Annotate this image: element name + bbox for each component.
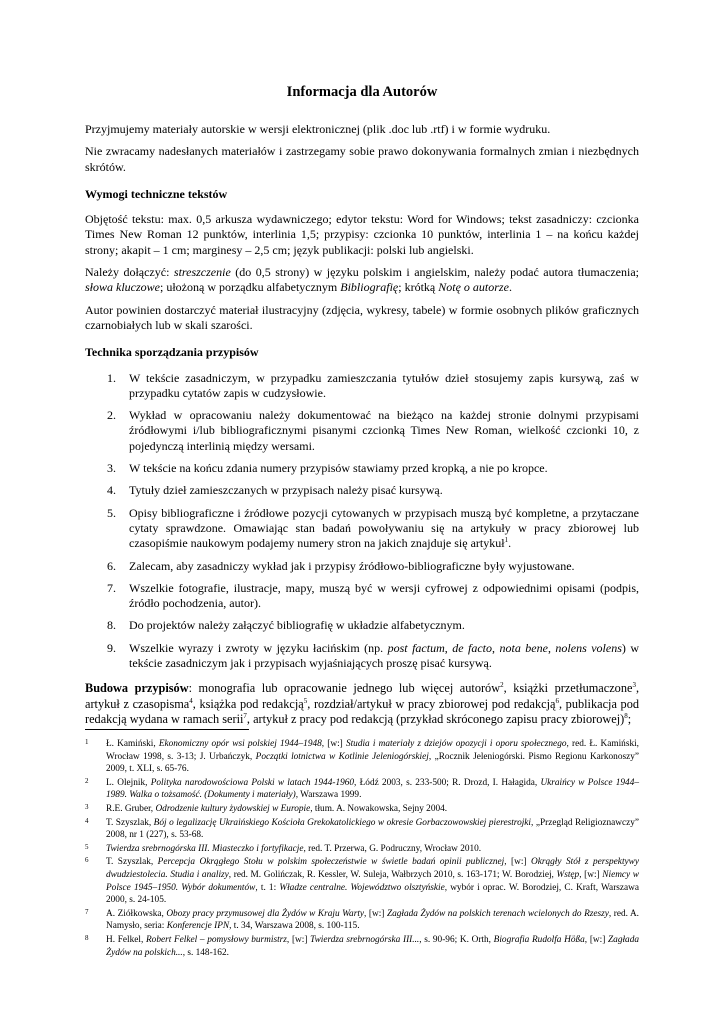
list-item: 8. Do projektów należy załączyć bibliografię w układzie alfabetycznym. [107, 618, 465, 633]
footnote: 6 T. Szyszlak, Percepcja Okrągłego Stołu w polskim społeczeństwie w świetle badań opinii publicznej, [w:] Okrągły Stół z perspektywy dwudziestolecia. Studia i analizy, red. M. Golińczak, R. Kessler, W. Suleja, Wałbrzych 2010, s. 163-171; W. Borodziej, Wstęp, [w:] Niemcy w Polsce 1945–1950. Wybór dokumentów, t. 1: Władze centralne. Województwo olsztyńskie, wybór i oprac. W. Borodziej, C. Kraft, Warszawa 2000, s. 24-105. [85, 856, 639, 906]
list-item: 5. Opisy bibliograficzne i źródłowe pozycji cytowanych w przypisach muszą być kompletne, a przytaczane cytaty sprawdzone. Omawiając stan badań powoływaniu się na artykuły w pracy zbiorowej lub czasopiśmie naukowym podajemy numery stron na jakich znajduje się artykuł$^1$. [107, 505, 639, 551]
footnote: 2 L. Olejnik, Polityka narodowościowa Polski w latach 1944-1960, Łódź 2003, s. 233-500; R. Drozd, I. Hałagida, Ukraińcy w Polsce 1944–1989. Walka o tożsamość. (Dokumenty i materiały), Warszawa 1999. [85, 776, 639, 801]
tech-paragraph-2: Należy dołączyć: streszczenie (do 0,5 strony) w języku polskim i angielskim, należy podać autora tłumaczenia; słowa kluczowe; ułożoną w porządku alfabetycznym Bibliografię; krótką Notę o autorze. [85, 265, 640, 295]
footnote: 5 Twierdza srebrnogórska III. Miasteczko i fortyfikacje, red. T. Przerwa, G. Podruczny, Wrocław 2010. [85, 842, 482, 854]
footnote: 3 R.E. Gruber, Odrodzenie kultury żydowskiej w Europie, tłum. A. Nowakowska, Sejny 2004. [85, 802, 448, 814]
main-text [85, 122, 639, 735]
tech-paragraph-3: Autor powinien dostarczyć materiał ilustracyjny (zdjęcia, wykresy, tabele) w formie osobnych plików graficznych czarnobiałych lub w skali szarości. [85, 302, 639, 332]
list-item: 6. Zalecam, aby zasadniczy wykład jak i przypisy źródłowo-bibliograficzne były wyjustowane. [107, 558, 575, 573]
list-item: 2. Wykład w opracowaniu należy dokumentować na bieżąco na każdej stronie dolnymi przypisami źródłowymi i/lub bibliograficznymi pisanymi czcionką Times New Roman, wielkość czcionki 10, z pojedynczą interlinią między wersami. [107, 408, 639, 453]
footnote: 8 H. Felkel, Robert Felkel – pomysłowy burmistrz, [w:] Twierdza srebrnogórska III..., s. 90-96; K. Orth, Biografia Rudolfa Hößa, [w:] Zagłada Żydów na polskich..., s. 148-162. [85, 933, 639, 958]
footnotes [85, 738, 639, 960]
intro-paragraph-2: Nie zwracamy nadesłanych materiałów i zastrzegamy sobie prawo dokonywania formalnych zmian i niezbędnych skrótów. [85, 144, 639, 174]
tech-heading: Wymogi techniczne tekstów [85, 186, 228, 201]
list-item: 3. W tekście na końcu zdania numery przypisów stawiamy przed kropką, a nie po kropce. [107, 461, 548, 476]
list-item: 9. Wszelkie wyrazy i zwroty w języku łacińskim (np. post factum, de facto, nota bene, nolens volens) w tekście zasadniczym jak i przypisach wyjaśniających proszę pisać kursywą. [107, 640, 639, 671]
footnote-structure-paragraph: Budowa przypisów: monografia lub opracowanie jednego lub więcej autorów$^2$, książki przetłumaczone$^3$, artykuł z czasopisma$^4$, książka pod redakcją$^5$, rozdział/artykuł w pracy zbiorowej pod redakcją$^6$, publikacja pod redakcją wydana w ramach serii$^7$, artykuł z pracy pod redakcją (przykład skróconego zapisu pracy zbiorowej)$^8$; [85, 681, 640, 727]
footnote: 4 T. Szyszlak, Bój o legalizację Ukraińskiego Kościoła Grekokatolickiego w okresie Gorbaczowowskiej pierestrojki, „Przegląd Religioznawczy” 2008, nr 1 (227), s. 53-68. [85, 816, 639, 841]
list-item: 1. W tekście zasadniczym, w przypadku zamieszczania tytułów dzieł stosujemy zapis kursywą, zaś w przypadku cytatów zapis w cudzysłowie. [107, 370, 639, 400]
list-item: 4. Tytuły dzieł zamieszczanych w przypisach należy pisać kursywą. [107, 483, 443, 498]
footnote: 7 A. Ziółkowska, Obozy pracy przymusowej dla Żydów w Kraju Warty, [w:] Zagłada Żydów na polskich terenach wcielonych do Rzeszy, red. A. Namysło, seria: Konferencje IPN, t. 34, Warszawa 2008, s. 100-115. [85, 907, 639, 932]
footnote: 1 Ł. Kamiński, Ekonomiczny opór wsi polskiej 1944–1948, [w:] Studia i materiały z dziejów opozycji i oporu społecznego, red. Ł. Kamiński, Wrocław 1998, s. 3-13; J. Urbańczyk, Początki lotnictwa w Kotlinie Jeleniogórskiej, „Rocznik Jeleniogórski. Pismo Regionu Karkonoszy” 2009, t. XLI, s. 65-76. [85, 738, 639, 775]
page-title: Informacja dla Autorów [286, 84, 438, 100]
rules-list [85, 371, 639, 672]
footnotes-heading: Technika sporządzania przypisów [85, 345, 259, 360]
intro-paragraph-1: Przyjmujemy materiały autorskie w wersji elektronicznej (plik .doc lub .rtf) i w formie wydruku. [85, 122, 551, 136]
list-item: 7. Wszelkie fotografie, ilustracje, mapy, muszą być w wersji cyfrowej z odpowiednimi opisami (podpis, źródło pochodzenia, autor). [107, 580, 639, 611]
tech-paragraph-1: Objętość tekstu: max. 0,5 arkusza wydawniczego; edytor tekstu: Word for Windows; tekst zasadniczy: czcionka Times New Roman 12 punktów, interlinia 1,5; przypisy: czcionka 10 punktów, interlinia 1 – na końcu każdej strony; akapit – 1 cm; marginesy – 2,5 cm; język publikacji: polski lub angielski. [85, 212, 639, 257]
footnote-divider [85, 729, 249, 730]
